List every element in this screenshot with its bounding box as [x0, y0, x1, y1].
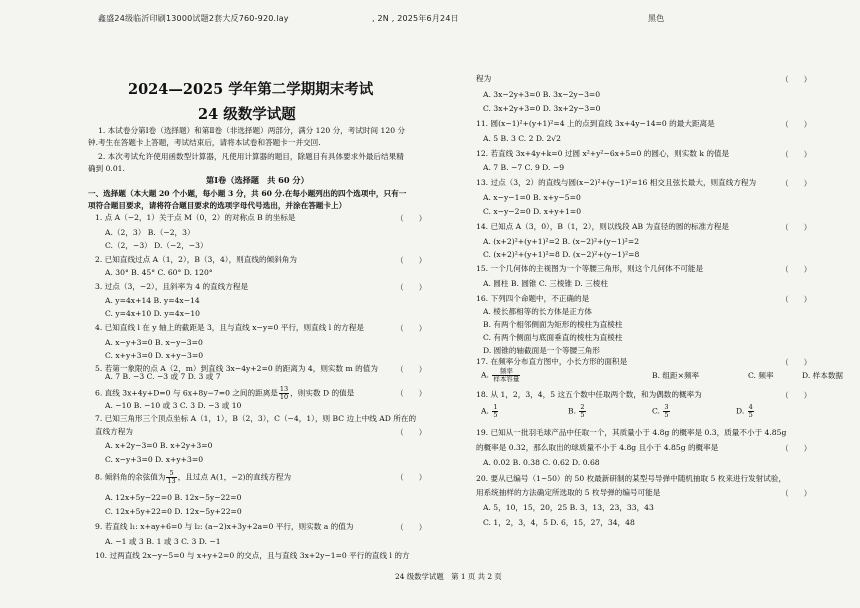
fraction: $\frac{13}{10}$ [279, 385, 289, 401]
question-7-options: C. x−y+3=0 D. x+y+3=0 [105, 455, 204, 464]
option-line: C. y=4x+10 D. y=4x−10 [105, 309, 201, 318]
note-line: 钟.考生在答题卡上答题，考试结束后，请将本试卷和答题卡一并交回. [88, 138, 321, 147]
question-8-options: C. 12x+5y+22=0 D. 12x−5y+22=0 [105, 507, 242, 516]
note-line: 1. 本试卷分第Ⅰ卷（选择题）和第Ⅱ卷（非选择题）两部分，满分 120 分，考试时间 120 分 [98, 126, 406, 135]
question-19-line2: 的概率是 0.32，那么取出的球质量不小于 4.8g 且小于 4.85g 的概率是 [476, 443, 719, 452]
answer-paren: （ ） [781, 150, 812, 159]
question-text: 4. 已知直线 l 在 y 轴上的截距是 3，且与直线 x−y=0 平行，则直线 l 的方程是 [95, 323, 364, 332]
question-7-options: A. x+2y−3=0 B. x+2y+3=0 [105, 441, 213, 450]
question-19-line1: 19. 已知从一批羽毛球产品中任取一个，其质量小于 4.8g 的概率是 0.3，质量不小于 4.85g [476, 428, 787, 437]
question-text: 15. 一个几何体的主视图为一个等腰三角形，则这个几何体不可能是 [476, 264, 704, 273]
answer-paren: （ ） [396, 389, 427, 398]
question-10: 10. 过两直线 2x−y−5=0 与 x+y+2=0 的交点，且与直线 3x+2y−1=0 平行的直线 l 的方 [95, 551, 410, 560]
option-line: A. 圆柱 B. 圆锥 C. 三棱锥 D. 三棱柱 [483, 279, 608, 288]
question-6-options: A. −10 B. −10 或 3 C. 3 D. −3 或 10 [105, 401, 242, 410]
answer-paren: （ ） [781, 358, 812, 367]
answer-paren: （ ） [781, 120, 812, 129]
question-text: 3. 过点（3，−2），且斜率为 4 的直线方程是 [95, 282, 249, 291]
page-footer: 24 级数学试题 第 1 页 共 2 页 [395, 572, 502, 581]
option-line: C. 3x+2y+3=0 D. 3x+2y−3=0 [483, 104, 601, 113]
option-line: C. x+y+3=0 D. x+y−3=0 [105, 351, 204, 360]
answer-paren: （ ） [396, 214, 427, 223]
question-text: 5. 若第一象限的点 A（2，m）到直线 3x−4y+2=0 的距离为 4，则实数 m 的值为 [95, 364, 378, 373]
fraction: $\frac{\text{频率}}{\text{样本容量}}$ [493, 367, 520, 383]
exam-title: 2024—2025 学年第二学期期末考试 [128, 81, 374, 98]
answer-paren: （ ） [781, 223, 812, 232]
question-6: 6. 直线 3x+4y+D=0 与 6x+8y−7=0 之间的距离是 $\frac{13}{10}$ ，则实数 D 的值是 [95, 385, 355, 401]
question-text: 2. 已知直线过点 A（1，2），B（3，4），则直线的倾斜角为 [95, 255, 297, 264]
question-text: 1. 点 A（−2，1）关于点 M（0，2）的对称点 B 的坐标是 [95, 213, 296, 222]
option-line: A. (x+2)²+(y+1)²=2 B. (x−2)²+(y−1)²=2 [483, 237, 640, 246]
question-17-options: A. $\frac{\text{频率}}{\text{样本容量}}$ [481, 367, 520, 383]
question-20-options: C. 1，2，3，4，5 D. 6，15，27，34，48 [483, 518, 635, 527]
question-text: 14. 已知点 A（3，0），B（1，2），则以线段 AB 为直径的圆的标准方程是 [476, 222, 730, 231]
question-text: 12. 若直线 3x+4y+k=0 过圆 x²+y²−6x+5=0 的圆心，则实数 k 的值是 [476, 149, 730, 158]
fraction: $\frac{3}{5}$ [664, 403, 669, 419]
print-header-date: , 2N , 2025年6月24日 [372, 14, 459, 23]
note-line: 2. 本次考试允许使用函数型计算器，凡使用计算器的题目，除题目有具体要求外最后结果精 [98, 152, 404, 161]
fraction: $\frac{4}{5}$ [748, 403, 753, 419]
print-header-color: 黑色 [648, 14, 665, 23]
question-text: 程为 [476, 74, 492, 83]
answer-paren: （ ） [781, 265, 812, 274]
question-20-line1: 20. 要从已编号（1~50）的 50 枚最新研制的某型号导弹中随机抽取 5 枚来进行发射试验， [476, 474, 787, 483]
section-intro-line: 项符合题目要求，请将符合题目要求的选项字母代号选出，并涂在答题卡上） [88, 201, 347, 210]
fraction: $\frac{1}{5}$ [493, 403, 498, 419]
option-line: A. x−y+3=0 B. x−y−3=0 [105, 338, 203, 347]
option-line: A. 3x−2y+3=0 B. 3x−2y−3=0 [483, 90, 601, 99]
option-line: C. (x+2)²+(y+1)²=8 D. (x−2)²+(y−1)²=8 [483, 250, 640, 259]
question-9-options: A. −1 或 3 B. 1 或 3 C. 3 D. −1 [105, 537, 221, 546]
answer-paren: （ ） [396, 256, 427, 265]
question-18-option: D. $\frac{4}{5}$ [736, 403, 753, 419]
option-line: C. 有两个侧面与底面垂直的棱柱为直棱柱 [483, 333, 623, 342]
question-9: 9. 若直线 l₁: x+ay+6=0 与 l₂: (a−2)x+3y+2a=0 平行，则实数 a 的值为 [95, 522, 354, 531]
question-19-options: A. 0.02 B. 0.38 C. 0.62 D. 0.68 [483, 458, 600, 467]
answer-paren: （ ） [396, 428, 427, 437]
question-text: 11. 圆(x−1)²+(y+1)²=4 上的点到直线 3x+4y−14=0 的最大距离是 [476, 119, 715, 128]
option-line: B. 有两个相邻侧面为矩形的棱柱为直棱柱 [483, 320, 623, 329]
answer-paren: （ ） [781, 444, 812, 453]
question-20-options: A. 5，10，15，20，25 B. 3，13，23，33，43 [483, 503, 654, 512]
exam-subtitle: 24 级数学试题 [198, 106, 296, 123]
question-18: 18. 从 1，2，3，4，5 这五个数中任取两个数，和为偶数的概率为 [476, 390, 702, 399]
answer-paren: （ ） [781, 179, 812, 188]
answer-paren: （ ） [396, 324, 427, 333]
note-line: 确到 0.01. [88, 164, 125, 173]
answer-paren: （ ） [781, 489, 812, 498]
question-7-line1: 7. 已知三角形三个顶点坐标 A（1，1），B（2，3），C（−4，1），则 BC 边上中线 AD 所在的 [95, 414, 417, 423]
section-intro-line: 一、选择题（本大题 20 个小题，每小题 3 分，共 60 分.在每小题列出的四个选项中，只有一 [88, 189, 407, 198]
question-17-option-d: D. 样本数据 [802, 371, 844, 380]
answer-paren: （ ） [396, 365, 427, 374]
question-8-options: A. 12x+5y−22=0 B. 12x−5y−22=0 [105, 493, 242, 502]
option-line: A. 棱长都相等的长方体是正方体 [483, 307, 593, 316]
answer-paren: （ ） [396, 283, 427, 292]
part1-title: 第Ⅰ卷（选择题 共 60 分） [206, 175, 309, 185]
print-header-file: 鑫盛24级临沂印刷13000试题2套大反760-920.lay [98, 14, 289, 23]
option-line: A. y=4x+14 B. y=4x−14 [105, 296, 200, 305]
answer-paren: （ ） [781, 391, 812, 400]
question-text: 17. 在频率分布直方图中，小长方形的面积是 [476, 357, 628, 366]
question-8: 8. 倾斜角的余弦值为 $\frac{5}{13}$ ，且过点 A(1，−2)的直线方程为 [95, 469, 292, 485]
option-line: A. 7 B. −3 C. −3 或 7 D. 3 或 7 [105, 372, 221, 381]
option-line: A. 30° B. 45° C. 60° D. 120° [105, 268, 213, 277]
answer-paren: （ ） [781, 295, 812, 304]
option-line: A. 7 B. −7 C. 9 D. −9 [483, 163, 565, 172]
question-18-option: A. $\frac{1}{5}$ [481, 403, 498, 419]
question-17-option-c: C. 频率 [748, 371, 774, 380]
fraction: $\frac{2}{5}$ [580, 403, 585, 419]
question-17-option-b: B. 组距×频率 [652, 371, 700, 380]
question-text: 13. 过点（3，2）的直线与圆(x−2)²+(y−1)²=16 相交且弦长最大，则直线方程为 [476, 178, 757, 187]
question-text: 16. 下列四个命题中，不正确的是 [476, 294, 590, 303]
question-7-line2: 直线方程为 [95, 427, 133, 436]
option-line: C. x−y−2=0 D. x+y+1=0 [483, 207, 582, 216]
answer-paren: （ ） [781, 75, 812, 84]
option-line: D. 圆锥的轴截面是一个等腰三角形 [483, 346, 600, 355]
question-18-option: B. $\frac{2}{5}$ [568, 403, 585, 419]
answer-paren: （ ） [396, 473, 427, 482]
option-line: C.（2，−3） D.（−2，−3） [105, 241, 208, 250]
question-18-option: C. $\frac{3}{5}$ [652, 403, 669, 419]
option-line: A. x−y−1=0 B. x+y−5=0 [483, 193, 581, 202]
option-line: A. 5 B. 3 C. 2 D. 2√2 [483, 134, 561, 143]
answer-paren: （ ） [396, 523, 427, 532]
option-line: A.（2，3） B.（−2，3） [105, 228, 195, 237]
question-20-line2: 用系统抽样的方法确定所选取的 5 枚导弹的编号可能是 [476, 488, 661, 497]
fraction: $\frac{5}{13}$ [167, 469, 176, 485]
